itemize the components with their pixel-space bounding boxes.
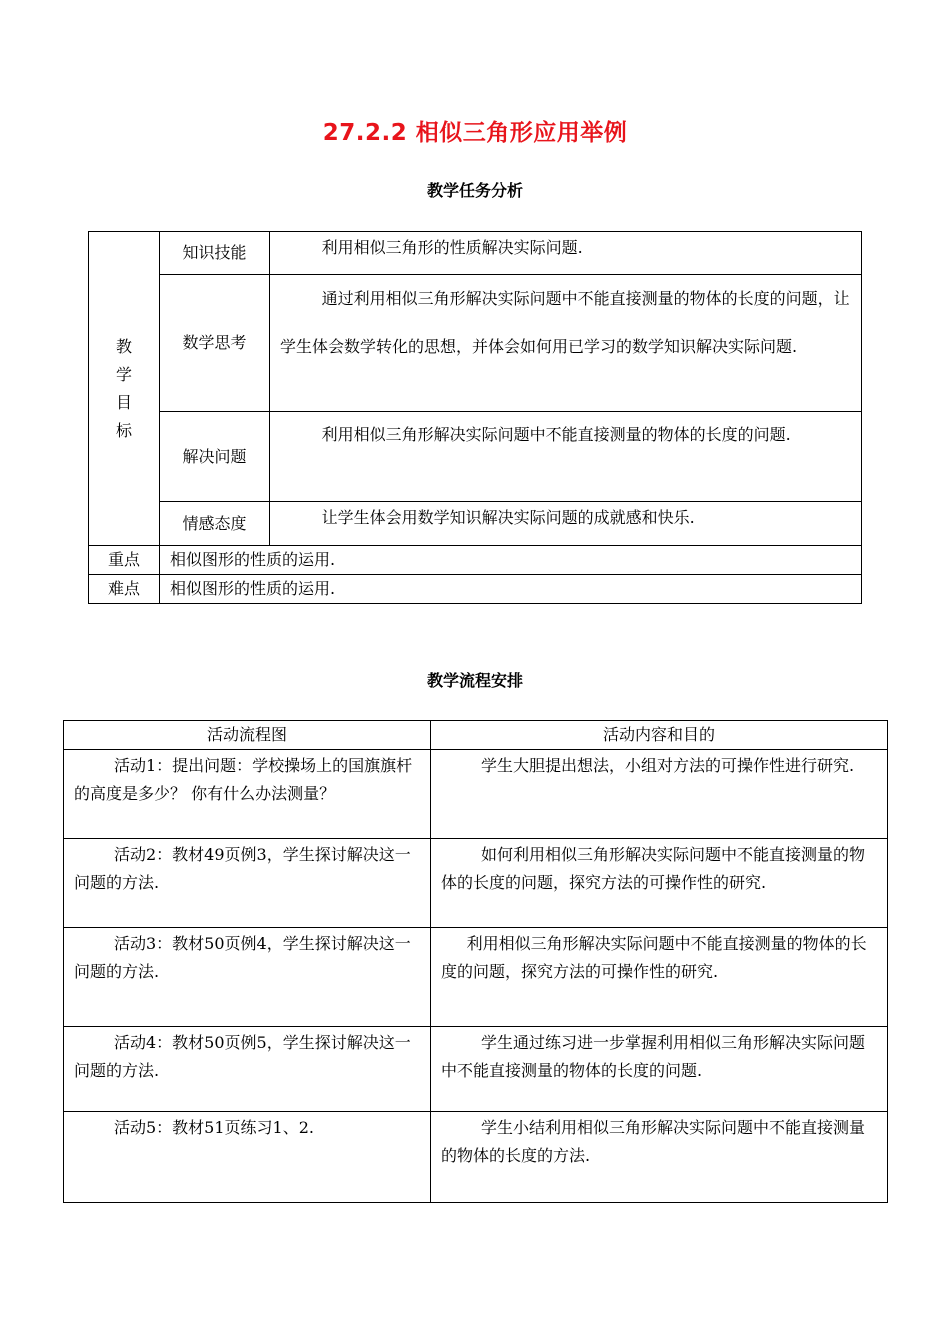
flow-row xyxy=(64,1112,888,1203)
goal-content: 利用相似三角形解决实际问题中不能直接测量的物体的长度的问题. xyxy=(270,412,862,502)
flow-activity: 活动5：教材51页练习1、2. xyxy=(64,1112,431,1203)
goal-content: 通过利用相似三角形解决实际问题中不能直接测量的物体的长度的问题，让学生体会数学转化的思想，并体会如何用已学习的数学知识解决实际问题. xyxy=(270,275,862,412)
flow-header-purpose: 活动内容和目的 xyxy=(431,721,888,750)
difficult-point-content: 相似图形的性质的运用. xyxy=(160,575,862,604)
flow-activity: 活动3：教材50页例4，学生探讨解决这一问题的方法. xyxy=(64,928,431,1027)
difficult-point-row xyxy=(89,575,862,604)
key-point-row xyxy=(89,546,862,575)
flow-activity: 活动2：教材49页例3，学生探讨解决这一问题的方法. xyxy=(64,839,431,928)
flow-row xyxy=(64,1027,888,1112)
task-analysis-table xyxy=(88,231,862,604)
goal-row-math-thinking xyxy=(89,275,862,412)
section-heading-task-analysis: 教学任务分析 xyxy=(426,181,523,200)
section-heading-flow: 教学流程安排 xyxy=(426,671,523,690)
flow-row xyxy=(64,839,888,928)
teaching-flow-table xyxy=(63,720,888,1203)
goal-label-char: 标 xyxy=(115,420,132,440)
goal-category: 数学思考 xyxy=(160,275,270,412)
key-point-content: 相似图形的性质的运用. xyxy=(160,546,862,575)
goal-header-cell xyxy=(89,232,160,546)
flow-activity: 活动1：提出问题：学校操场上的国旗旗杆的高度是多少？ 你有什么办法测量？ xyxy=(64,750,431,839)
goal-category: 知识技能 xyxy=(160,232,270,275)
flow-purpose: 如何利用相似三角形解决实际问题中不能直接测量的物体的长度的问题，探究方法的可操作性的研究. xyxy=(431,839,888,928)
goal-label-char: 学 xyxy=(115,364,132,384)
goal-row-attitude xyxy=(89,502,862,546)
flow-header-row xyxy=(64,721,888,750)
goal-label-char: 目 xyxy=(115,392,132,412)
goal-label-char: 教 xyxy=(115,336,132,356)
flow-activity: 活动4：教材50页例5，学生探讨解决这一问题的方法. xyxy=(64,1027,431,1112)
goal-category: 解决问题 xyxy=(160,412,270,502)
goal-row-knowledge xyxy=(89,232,862,275)
goal-category: 情感态度 xyxy=(160,502,270,546)
flow-header-activity: 活动流程图 xyxy=(64,721,431,750)
flow-purpose: 学生小结利用相似三角形解决实际问题中不能直接测量的物体的长度的方法. xyxy=(431,1112,888,1203)
key-point-label: 重点 xyxy=(89,546,160,575)
goal-content: 让学生体会用数学知识解决实际问题的成就感和快乐. xyxy=(270,502,862,546)
difficult-point-label: 难点 xyxy=(89,575,160,604)
goal-row-problem-solving xyxy=(89,412,862,502)
document-title: 27.2.2 相似三角形应用举例 xyxy=(322,120,628,146)
flow-purpose: 学生通过练习进一步掌握利用相似三角形解决实际问题中不能直接测量的物体的长度的问题. xyxy=(431,1027,888,1112)
goal-content: 利用相似三角形的性质解决实际问题. xyxy=(270,232,862,275)
flow-row xyxy=(64,928,888,1027)
flow-purpose: 利用相似三角形解决实际问题中不能直接测量的物体的长度的问题，探究方法的可操作性的研究. xyxy=(431,928,888,1027)
flow-purpose: 学生大胆提出想法，小组对方法的可操作性进行研究. xyxy=(431,750,888,839)
flow-row xyxy=(64,750,888,839)
